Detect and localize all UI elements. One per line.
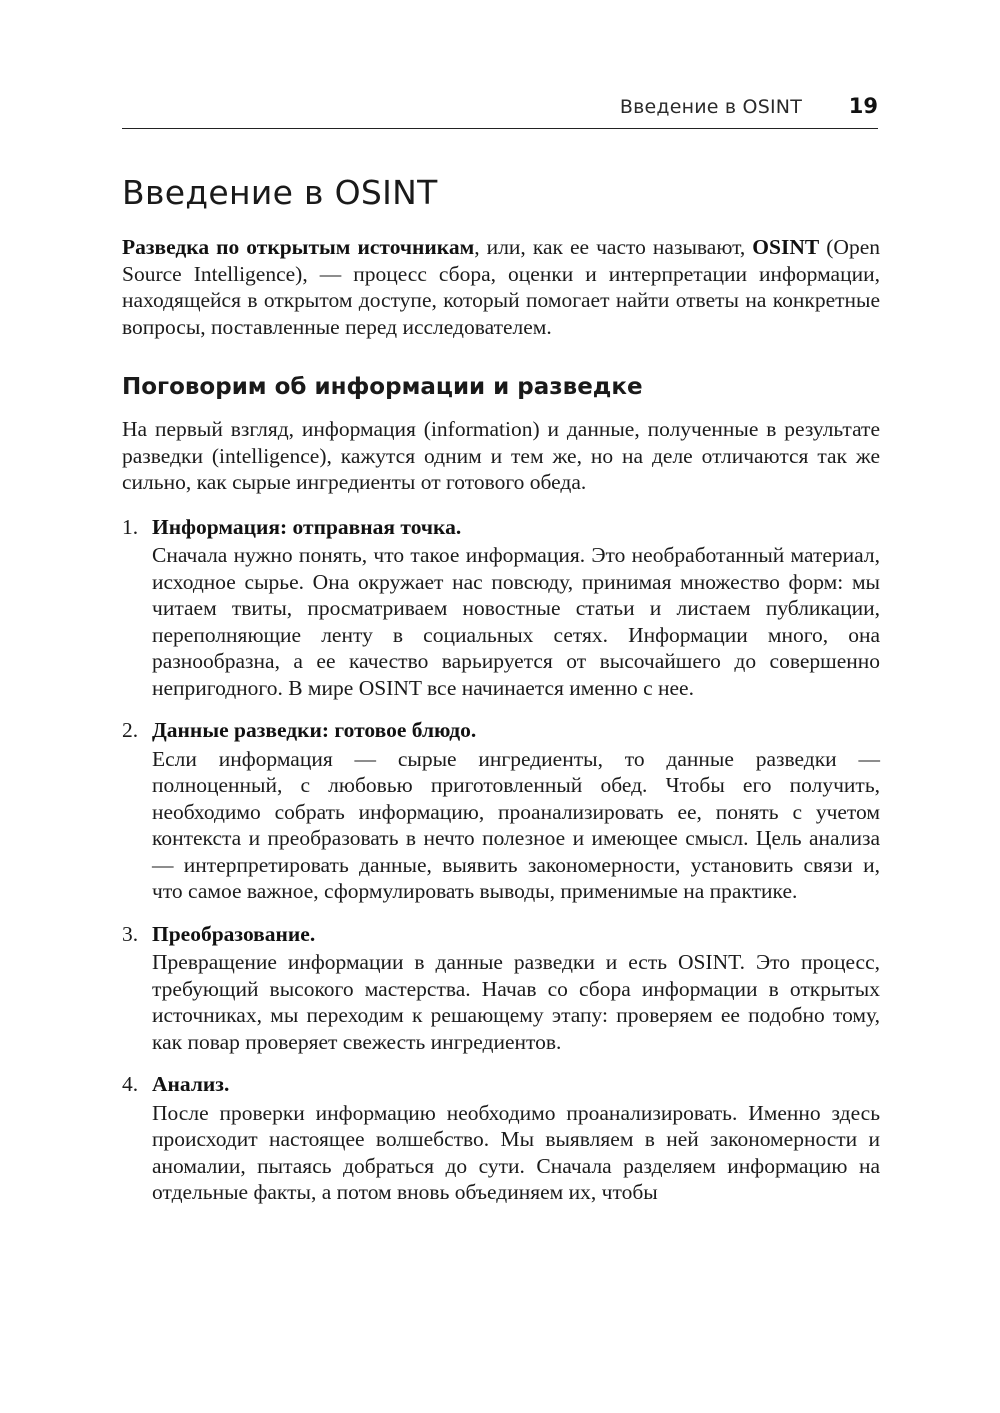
chapter-intro-paragraph (122, 234, 880, 340)
list-item (122, 921, 880, 1056)
running-header (122, 92, 878, 129)
list-item-text: Сначала нужно понять, что такое информация. Это необработанный материал, исходное сырье. Она окружает нас повсюду, принимая множество форм: мы читаем твиты, просматриваем новостные статьи и листаем публикации, переполняющие ленту в социальных сетях. Информации много, она разнообразна, а ее качество варьируется от высочайшего до совершенно непригодного. В мире OSINT все начинается именно с нее. (152, 543, 880, 700)
list-item (122, 1071, 880, 1206)
running-title: Введение в OSINT (619, 96, 802, 118)
list-item-text: Если информация — сырые ингредиенты, то данные разведки — полноценный, с любовью приготовленный обед. Чтобы его получить, необходимо собрать информацию, проанализировать ее, понять с учетом контекста и преобразовать в нечто полезное и имеющее смысл. Цель анализа — интерпретировать данные, выявить закономерности, установить связи и, что самое важное, сформулировать выводы, применимые на практике. (152, 746, 880, 903)
list-item-title: Данные разведки: готовое блюдо. (152, 718, 477, 742)
intro-text-2: (Open Source Intelligence), — процесс сбора, оценки и интерпретации информации, находящейся в открытом доступе, который помогает найти ответы на конкретные вопросы, поставленные перед исследователем. (122, 235, 880, 339)
intro-text-1: , или, как ее часто называют, (474, 235, 753, 259)
intro-term: Разведка по открытым источникам (122, 235, 475, 259)
list-item-number: 2. (122, 718, 139, 742)
list-item (122, 514, 880, 702)
list-item-text: Превращение информации в данные разведки и есть OSINT. Это процесс, требующий высокого мастерства. Начав со сбора информации в открытых источниках, мы переходим к решающему этапу: проверяем ее подобно тому, как повар проверяет свежесть ингредиентов. (152, 950, 880, 1054)
list-item-number: 4. (122, 1072, 139, 1096)
list-item (122, 717, 880, 905)
list-item-number: 3. (122, 921, 139, 946)
chapter-title: Введение в OSINT (122, 173, 438, 212)
list-item-title: Информация: отправная точка. (152, 514, 462, 539)
section-title: Поговорим об информации и разведке (122, 374, 643, 400)
page-content (122, 172, 880, 1222)
list-item-number: 1. (122, 514, 139, 539)
section-intro-paragraph: На первый взгляд, информация (information) и данные, полученные в результате разведки (intelligence), кажутся одним и тем же, но на деле отличаются так же сильно, как сырые ингредиенты от готового обеда. (122, 417, 880, 494)
list-item-text: После проверки информацию необходимо проанализировать. Именно здесь происходит настоящее волшебство. Мы выявляем в ней закономерности и аномалии, пытаясь добраться до сути. Сначала разделяем информацию на отдельные факты, а потом вновь объединяем их, чтобы (152, 1100, 880, 1204)
intro-acronym: OSINT (752, 235, 820, 259)
list-item-title: Преобразование. (152, 921, 316, 946)
numbered-list (122, 514, 880, 1206)
list-item-title: Анализ. (152, 1072, 230, 1096)
page-number: 19 (848, 94, 878, 118)
